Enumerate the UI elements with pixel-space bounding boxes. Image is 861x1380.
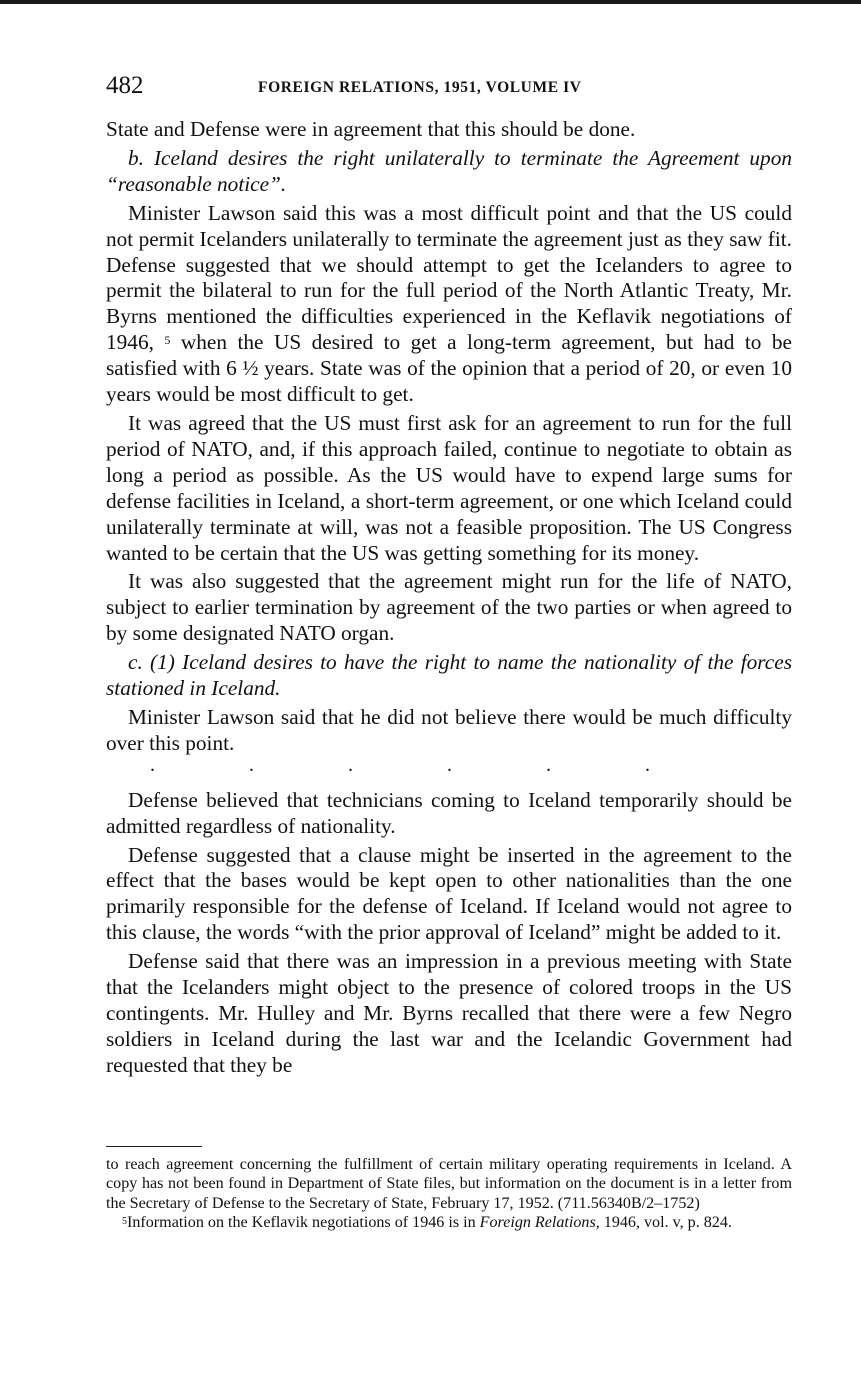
paragraph-5: It was also suggested that the agreement might run for the life of NATO, subject to earlier termination by agreement of the two parties or when agreed to by some designated NATO organ. [106, 569, 792, 646]
dot: . [546, 753, 551, 776]
footnote-ref-5[interactable]: 5 [164, 333, 171, 348]
paragraph-1: State and Defense were in agreement that this should be done. [106, 117, 636, 141]
paragraph-3 [106, 201, 792, 408]
footnote-5-mark: 5 [122, 1215, 127, 1227]
omission-dots [150, 753, 650, 776]
page-number: 482 [106, 72, 144, 99]
footnote-5 [106, 1213, 792, 1232]
dot: . [447, 753, 452, 776]
heading-b: b. Iceland desires the right unilaterally to terminate the Agreement upon “reasonable notice”. [106, 145, 792, 196]
running-title: FOREIGN RELATIONS, 1951, VOLUME IV [258, 79, 582, 96]
paragraph-10: Defense said that there was an impression in a previous meeting with State that the Icelanders might object to the presence of colored troops in the US contingents. Mr. Hulley and Mr. Byrns recalled that there were a few Negro soldiers in Iceland during the last war and the Icelandic Government had requested that they be [106, 949, 792, 1077]
dot: . [249, 753, 254, 776]
dot: . [348, 753, 353, 776]
paragraph-7: Minister Lawson said that he did not believe there would be much difficulty over this point. [106, 704, 792, 755]
paragraph-9: Defense suggested that a clause might be inserted in the agreement to the effect that the bases would be kept open to other nationalities than the one primarily responsible for the defense of Iceland. If Iceland would not agree to this clause, the words “with the prior approval of Iceland” might be added to it. [106, 842, 792, 945]
paragraph-8: Defense believed that technicians coming to Iceland temporarily should be admitted regardless of nationality. [106, 787, 792, 838]
dot: . [150, 753, 155, 776]
paragraph-4: It was agreed that the US must first ask for an agreement to run for the full period of NATO, and, if this approach failed, continue to negotiate to obtain as long a period as possible. As the US would have to expend large sums for defense facilities in Iceland, a short-term agreement, or one which Iceland could unilaterally terminate at will, was not a feasible proposition. The US Congress wanted to be certain that the US was getting something for its money. [106, 410, 792, 565]
dot: . [645, 753, 650, 776]
footnote-5-text-a: Information on the Keflavik negotiations of 1946 is in [127, 1213, 480, 1231]
paragraph-3-part-b: when the US desired to get a long-term agreement, but had to be satisfied with 6 ½ years. State was of the opinion that a period of 20, or even 10 years would be most difficult to get. [106, 330, 792, 407]
top-border [0, 0, 861, 4]
main-text [106, 117, 792, 1082]
footnote-continued: to reach agreement concerning the fulfillment of certain military operating requirements in Iceland. A copy has not been found in Department of State files, but information on the document is in a letter from the Secretary of Defense to the Secretary of State, February 17, 1952. (711.56340B/2–1752) [106, 1156, 792, 1212]
footnote-5-source: Foreign Relations, [479, 1213, 600, 1231]
footnotes [106, 1155, 792, 1232]
page-header [106, 70, 792, 110]
heading-c1: c. (1) Iceland desires to have the right to name the nationality of the forces stationed in Iceland. [106, 650, 792, 701]
footnote-5-text-b: 1946, vol. v, p. 824. [599, 1213, 732, 1231]
paragraph-3-part-a: Minister Lawson said this was a most difficult point and that the US could not permit Icelanders unilaterally to terminate the agreement just as they saw fit. Defense suggested that we should attempt to get the Icelanders to agree to permit the bilateral to run for the full period of the North Atlantic Treaty, Mr. Byrns mentioned the difficulties experienced in the Keflavik negotiations of 1946, [106, 200, 792, 355]
footnote-rule [106, 1146, 202, 1147]
